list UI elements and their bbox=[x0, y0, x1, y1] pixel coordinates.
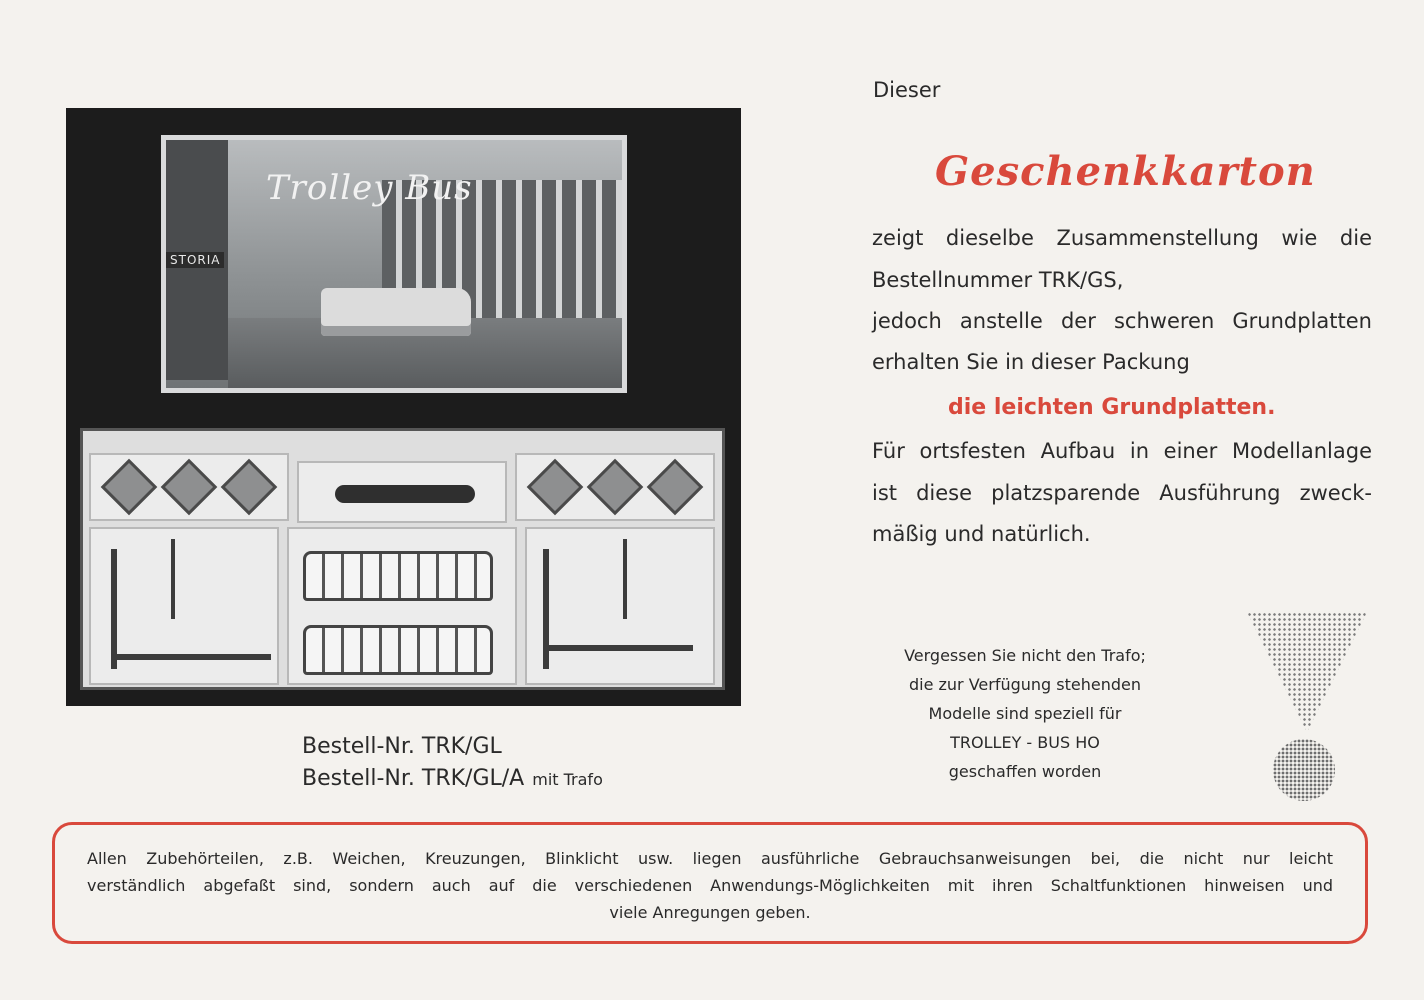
model-bus bbox=[303, 551, 493, 601]
body-line: erhalten Sie in dieser Packung bbox=[872, 350, 1190, 374]
base-plate bbox=[527, 459, 584, 516]
notice-line: verständlich abgefaßt sind, sondern auch auf die verschiedenen Anwendungs-Möglichkeiten mit ihren Schaltfunktionen hinweisen und bbox=[87, 876, 1333, 895]
hotel-sign: STORIA bbox=[166, 252, 224, 268]
body-line: ist diese platzsparende Ausführung zweck- bbox=[872, 481, 1372, 505]
order-prefix: Bestell-Nr. bbox=[302, 766, 415, 791]
order-number-1 bbox=[302, 734, 502, 759]
box-lid-title: Trolley Bus bbox=[266, 168, 473, 208]
overhead-mast bbox=[543, 645, 693, 651]
notice-line: viele Anregungen geben. bbox=[609, 903, 811, 922]
body-line: zeigt dieselbe Zusammenstellung wie die bbox=[872, 226, 1372, 250]
note-line: geschaffen worden bbox=[948, 762, 1102, 781]
order-number-2 bbox=[302, 766, 603, 791]
order-code: TRK/GL/A bbox=[421, 766, 525, 791]
compartment-buses bbox=[287, 527, 517, 685]
box-lid-picture bbox=[161, 135, 627, 393]
tool-item bbox=[335, 485, 475, 503]
exclamation-triangle-icon bbox=[1247, 612, 1367, 732]
body-line: Für ortsfesten Aufbau in einer Modellanlage bbox=[872, 439, 1372, 463]
order-prefix: Bestell-Nr. bbox=[302, 734, 415, 759]
notice-box bbox=[52, 822, 1368, 944]
model-bus bbox=[303, 625, 493, 675]
box-tray bbox=[80, 428, 725, 690]
note-line: die zur Verfügung stehenden bbox=[908, 675, 1142, 694]
notice-line: Allen Zubehörteilen, z.B. Weichen, Kreuzungen, Blinklicht usw. liegen ausführliche Gebrauchsanweisungen bei, die nicht nur leicht bbox=[87, 849, 1333, 868]
intro-text: Dieser bbox=[873, 78, 941, 102]
note-line: TROLLEY - BUS HO bbox=[950, 733, 1100, 752]
overhead-mast bbox=[623, 539, 627, 619]
body-line: mäßig und natürlich. bbox=[872, 522, 1091, 546]
overhead-mast bbox=[171, 539, 175, 619]
compartment-masts-left bbox=[89, 527, 279, 685]
transformer-note bbox=[860, 641, 1190, 786]
overhead-mast bbox=[111, 549, 117, 669]
highlight-text: die leichten Grundplatten. bbox=[948, 395, 1276, 420]
overhead-mast bbox=[543, 549, 549, 669]
note-line: Modelle sind speziell für bbox=[928, 704, 1122, 723]
overhead-mast bbox=[111, 654, 271, 660]
lid-trolley-bus bbox=[321, 288, 471, 336]
body-line: Bestellnummer TRK/GS, bbox=[872, 268, 1124, 292]
compartment-tool bbox=[297, 461, 507, 523]
compartment-masts-right bbox=[525, 527, 715, 685]
hotel-building bbox=[166, 140, 228, 380]
note-line: Vergessen Sie nicht den Trafo; bbox=[904, 646, 1146, 665]
base-plate bbox=[101, 459, 158, 516]
order-suffix: mit Trafo bbox=[532, 770, 603, 789]
base-plate bbox=[221, 459, 278, 516]
compartment-bases-left bbox=[89, 453, 289, 521]
base-plate bbox=[161, 459, 218, 516]
base-plate bbox=[587, 459, 644, 516]
body-line: jedoch anstelle der schweren Grundplatten bbox=[872, 309, 1372, 333]
order-code: TRK/GL bbox=[421, 734, 502, 759]
base-plate bbox=[647, 459, 704, 516]
headline: Geschenkkarton bbox=[935, 148, 1316, 195]
product-photo bbox=[66, 108, 741, 706]
exclamation-dot-icon bbox=[1273, 739, 1335, 801]
compartment-bases-right bbox=[515, 453, 715, 521]
